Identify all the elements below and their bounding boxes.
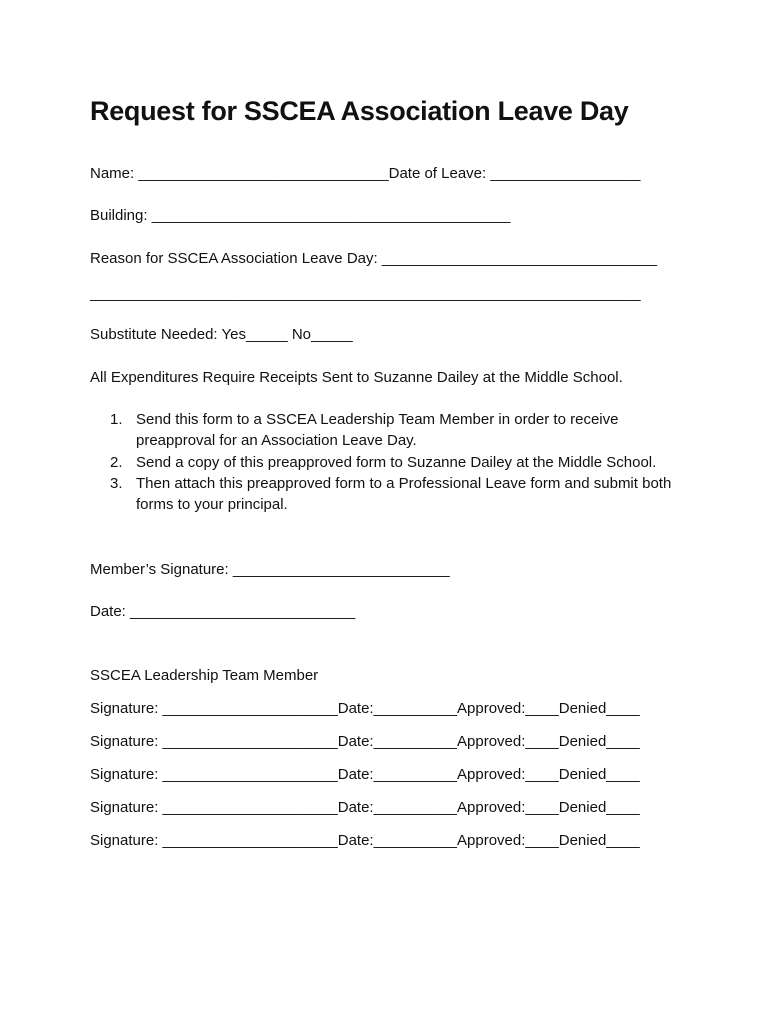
reason-field: Reason for SSCEA Association Leave Day: _________________________________ xyxy=(90,250,658,267)
approval-row: Signature: _____________________Date:__________Approved:____Denied____ xyxy=(90,799,640,816)
instruction-number: 3. xyxy=(110,474,123,492)
instruction-item xyxy=(90,452,690,473)
approval-row: Signature: _____________________Date:__________Approved:____Denied____ xyxy=(90,832,640,849)
name-and-date-of-leave-field: Name: ______________________________Date of Leave: __________________ xyxy=(90,165,641,182)
substitute-needed-field: Substitute Needed: Yes_____ No_____ xyxy=(90,326,353,343)
approval-row: Signature: _____________________Date:__________Approved:____Denied____ xyxy=(90,766,640,783)
approval-row: Signature: _____________________Date:__________Approved:____Denied____ xyxy=(90,733,640,750)
form-title: Request for SSCEA Association Leave Day xyxy=(90,96,629,126)
signature-date-field: Date: ___________________________ xyxy=(90,603,356,620)
instruction-item xyxy=(90,409,690,452)
instruction-number: 2. xyxy=(110,453,123,471)
approval-row: Signature: _____________________Date:__________Approved:____Denied____ xyxy=(90,700,640,717)
member-signature-field: Member’s Signature: __________________________ xyxy=(90,561,450,578)
instruction-text: Then attach this preapproved form to a Professional Leave form and submit both forms to your principal. xyxy=(136,474,672,514)
instruction-text: Send a copy of this preapproved form to Suzanne Dailey at the Middle School. xyxy=(136,453,657,471)
leadership-heading: SSCEA Leadership Team Member xyxy=(90,667,319,684)
instruction-item xyxy=(90,473,690,516)
instruction-text: Send this form to a SSCEA Leadership Team Member in order to receive preapproval for an Association Leave Day. xyxy=(136,411,619,450)
expenditures-note: All Expenditures Require Receipts Sent to Suzanne Dailey at the Middle School. xyxy=(90,369,623,386)
reason-continuation-line: __________________________________________________________________ xyxy=(90,285,641,302)
instructions-list xyxy=(90,409,690,515)
building-field: Building: ___________________________________________ xyxy=(90,207,511,224)
instruction-number: 1. xyxy=(110,411,123,428)
